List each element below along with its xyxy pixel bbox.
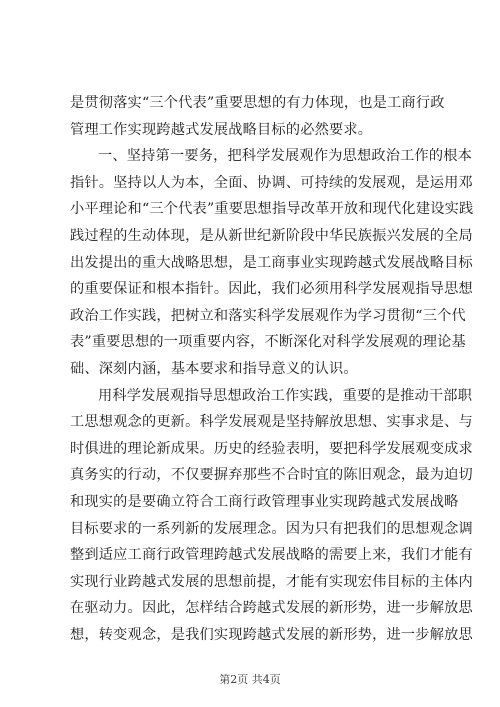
document-body — [70, 90, 474, 648]
text-line-5: 小平理论和“三个代表”重要思想指导改革开放和现代化建设实践 — [70, 201, 474, 218]
text-line-10: 表”重要思想的一项重要内容，不断深化对科学发展观的理论基 — [70, 334, 466, 351]
text-line-13: 工思想观念的更新。科学发展观是坚持解放思想、实事求是、与 — [70, 414, 473, 431]
text-line-12: 用科学发展观指导思想政治工作实践，重要的是推动干部职 — [98, 387, 473, 404]
text-line-16: 和现实的是要确立符合工商行政管理事业实现跨越式发展战略 — [70, 493, 459, 510]
text-line-2: 管理工作实现跨越式发展战略目标的必然要求。 — [70, 121, 373, 138]
page-footer: 第2页 共4页 — [219, 673, 281, 686]
text-line-3: 一、坚持第一要务，把科学发展观作为思想政治工作的根本 — [98, 148, 473, 165]
text-line-14: 时俱进的理论新成果。历史的经验表明，要把科学发展观变成求 — [70, 440, 473, 457]
text-line-15: 真务实的行动，不仅要摒弃那些不合时宜的陈旧观念，最为迫切 — [70, 467, 473, 484]
text-line-9: 政治工作实践，把树立和落实科学发展观作为学习贯彻“三个代 — [70, 307, 466, 324]
text-line-20: 在驱动力。因此，怎样结合跨越式发展的新形势，进一步解放思 — [70, 600, 473, 617]
text-line-8: 的重要保证和根本指针。因此，我们必须用科学发展观指导思想 — [70, 281, 473, 298]
text-line-17: 目标要求的一系列新的发展理念。因为只有把我们的思想观念调 — [70, 520, 473, 537]
text-line-19: 实现行业跨越式发展的思想前提，才能有实现宏伟目标的主体内 — [70, 573, 473, 590]
text-line-11: 础、深刻内涵，基本要求和指导意义的认识。 — [70, 360, 358, 377]
text-line-4: 指针。坚持以人为本，全面、协调、可持续的发展观，是运用邓 — [70, 174, 473, 191]
text-line-6: 践过程的生动体现，是从新世纪新阶段中华民族振兴发展的全局 — [70, 227, 473, 244]
text-line-18: 整到适应工商行政管理跨越式发展战略的需要上来，我们才能有 — [70, 547, 473, 564]
text-line-7: 出发提出的重大战略思想，是工商事业实现跨越式发展战略目标 — [70, 254, 473, 271]
text-line-1: 是贯彻落实“三个代表”重要思想的有力体现，也是工商行政 — [70, 95, 445, 111]
text-line-21: 想，转变观念，是我们实现跨越式发展的新形势，进一步解放思 — [70, 626, 473, 643]
